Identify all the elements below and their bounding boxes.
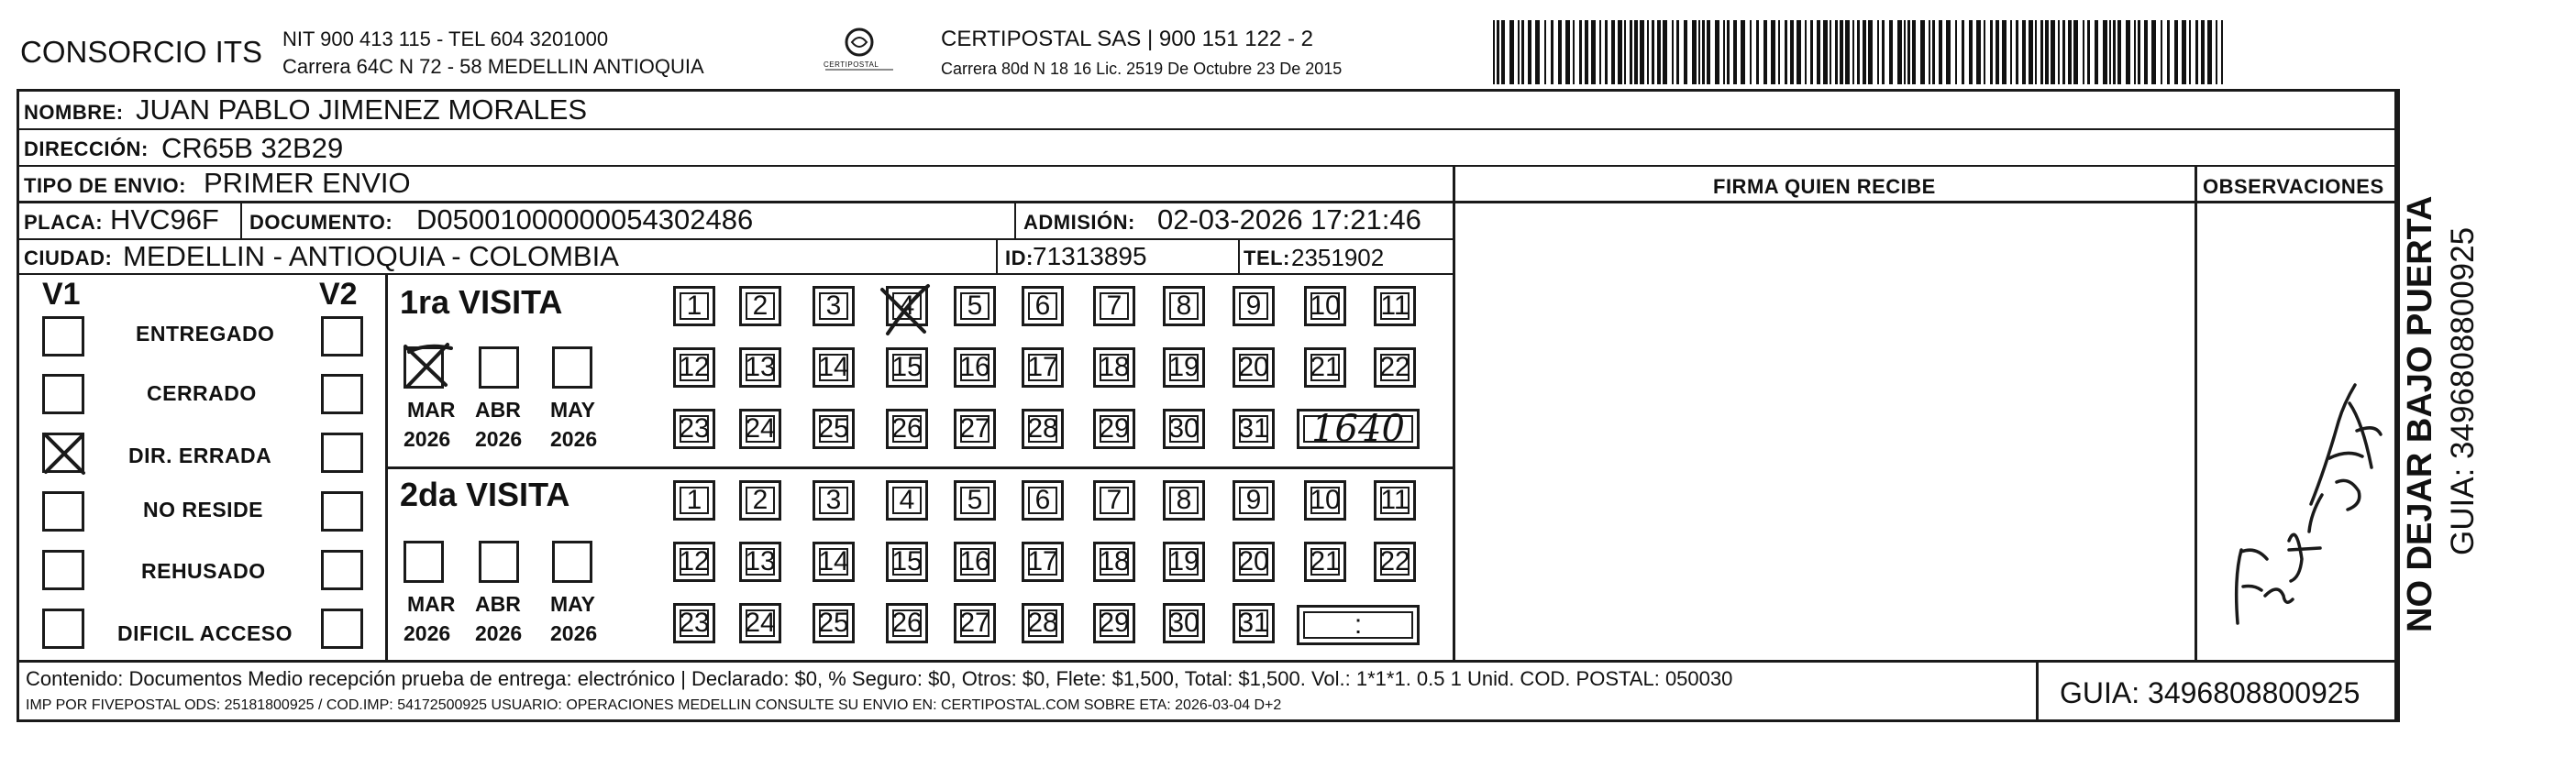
- carrier-address: Carrera 80d N 18 16 Lic. 2519 De Octubre 23 De 2015: [941, 60, 1343, 78]
- barcode-bar: [1630, 20, 1632, 84]
- second-visit-year-mar: 2026: [404, 621, 451, 645]
- barcode-bar: [2144, 20, 2148, 84]
- barcode-bar: [2201, 20, 2205, 84]
- first-visit-day-27[interactable]: 27: [954, 409, 996, 449]
- barcode-bar: [1647, 20, 1649, 84]
- first-visit-day-29[interactable]: 29: [1093, 409, 1135, 449]
- barcode-bar: [1817, 20, 1820, 84]
- first-visit-day-21[interactable]: 21: [1304, 347, 1346, 388]
- first-visit-month-label-abr: ABR: [475, 398, 521, 422]
- barcode-bar: [1830, 20, 1831, 84]
- barcode-bar: [2016, 20, 2018, 84]
- placa-value: HVC96F: [110, 203, 219, 236]
- barcode-bar: [1652, 20, 1654, 84]
- first-visit-year-abr: 2026: [475, 427, 523, 451]
- barcode-bar: [1707, 20, 1710, 84]
- second-visit-day-3[interactable]: 3: [813, 480, 855, 521]
- barcode-bar: [1976, 20, 1981, 84]
- barcode-bar: [1946, 20, 1951, 84]
- barcode-bar: [1535, 20, 1540, 84]
- first-visit-day-3[interactable]: 3: [813, 286, 855, 326]
- barcode-bar: [1618, 20, 1622, 84]
- second-visit-time-box[interactable]: [1297, 605, 1420, 645]
- first-visit-day-9[interactable]: 9: [1233, 286, 1275, 326]
- status-entregado: ENTREGADO: [136, 322, 275, 346]
- barcode-bar: [1565, 20, 1570, 84]
- second-visit-day-25[interactable]: 25: [813, 603, 855, 643]
- status-cerrado: CERRADO: [147, 381, 257, 405]
- second-visit-day-31[interactable]: 31: [1233, 603, 1275, 643]
- barcode-bar: [1904, 20, 1906, 84]
- admision-value: 02-03-2026 17:21:46: [1157, 203, 1421, 236]
- barcode-bar: [2167, 20, 2170, 84]
- second-visit-day-30[interactable]: 30: [1163, 603, 1205, 643]
- second-visit-day-21[interactable]: 21: [1304, 542, 1346, 582]
- barcode-bar: [1624, 20, 1626, 84]
- barcode-bar: [1579, 20, 1582, 84]
- v1-cerrado-checkbox[interactable]: [42, 374, 84, 414]
- barcode-bar: [1585, 20, 1588, 84]
- barcode-bar: [1544, 20, 1546, 84]
- barcode-bar: [1698, 20, 1700, 84]
- barcode-bar: [2216, 20, 2217, 84]
- second-visit-day-6[interactable]: 6: [1022, 480, 1064, 521]
- barcode-bar: [1771, 20, 1775, 84]
- second-visit-month-may-checkbox[interactable]: [552, 541, 592, 583]
- barcode-bar: [1611, 20, 1615, 84]
- first-visit-month-check-mark: [400, 339, 453, 392]
- first-visit-time-value: 1640: [1311, 408, 1405, 450]
- barcode-bar: [1863, 20, 1866, 84]
- barcode-bar: [2010, 20, 2012, 84]
- barcode: [1493, 20, 2223, 84]
- v2-entregado-checkbox[interactable]: [321, 316, 363, 357]
- second-visit-day-1[interactable]: 1: [673, 480, 715, 521]
- id-label: ID:: [1005, 247, 1034, 269]
- first-visit-day-17[interactable]: 17: [1022, 347, 1064, 388]
- second-visit-day-9[interactable]: 9: [1233, 480, 1275, 521]
- barcode-bar: [1756, 20, 1759, 84]
- second-visit-day-11[interactable]: 11: [1374, 480, 1416, 521]
- barcode-bar: [1518, 20, 1520, 84]
- second-visit-day-26[interactable]: 26: [886, 603, 928, 643]
- first-visit-day-4[interactable]: 4: [886, 286, 928, 326]
- firma-label: FIRMA QUIEN RECIBE: [1713, 175, 1936, 198]
- barcode-bar: [1852, 20, 1854, 84]
- second-visit-day-16[interactable]: 16: [954, 542, 996, 582]
- first-visit-day-28[interactable]: 28: [1022, 409, 1064, 449]
- second-visit-day-14[interactable]: 14: [813, 542, 855, 582]
- barcode-bar: [1990, 20, 1993, 84]
- first-visit-day-14[interactable]: 14: [813, 347, 855, 388]
- certipostal-logo: [818, 24, 901, 81]
- barcode-bar: [1845, 20, 1850, 84]
- second-visit-day-13[interactable]: 13: [739, 542, 781, 582]
- footer-guia: GUIA: 3496808800925: [2060, 676, 2360, 709]
- barcode-bar: [1509, 20, 1514, 84]
- barcode-bar: [1955, 20, 1957, 84]
- first-visit-year-mar: 2026: [404, 427, 451, 451]
- barcode-bar: [1932, 20, 1935, 84]
- barcode-bar: [1741, 20, 1745, 84]
- barcode-bar: [1501, 20, 1505, 84]
- tipo-envio-label: TIPO DE ENVIO:: [24, 174, 186, 197]
- barcode-bar: [1657, 20, 1661, 84]
- barcode-bar: [1920, 20, 1925, 84]
- barcode-bar: [2109, 20, 2111, 84]
- first-visit-day-11[interactable]: 11: [1374, 286, 1416, 326]
- company-nit: NIT 900 413 115 - TEL 604 3201000: [282, 27, 609, 50]
- barcode-bar: [1823, 20, 1828, 84]
- id-value: 71313895: [1033, 242, 1147, 270]
- barcode-bar: [1558, 20, 1562, 84]
- placa-label: PLACA:: [24, 211, 104, 234]
- barcode-bar: [2161, 20, 2162, 84]
- v2-rehusado-checkbox[interactable]: [321, 550, 363, 590]
- v2-no-reside-checkbox[interactable]: [321, 491, 363, 532]
- barcode-bar: [1599, 20, 1601, 84]
- barcode-bar: [2022, 20, 2026, 84]
- company-address: Carrera 64C N 72 - 58 MEDELLIN ANTIOQUIA: [282, 55, 704, 78]
- barcode-bar: [1634, 20, 1638, 84]
- barcode-bar: [1733, 20, 1737, 84]
- direccion-label: DIRECCIÓN:: [24, 137, 149, 160]
- second-visit-day-12[interactable]: 12: [673, 542, 715, 582]
- barcode-bar: [2083, 20, 2084, 84]
- footer-contenido: Contenido: Documentos Medio recepción prueba de entrega: electrónico | Declarado: $0, % Seguro: $0, Otros: $0, Flete: $1,500, Total: $1,500. Vol.: 1*1*1. 0.5 1 Unid. COD. POSTAL: 050030: [26, 667, 1733, 690]
- barcode-bar: [1573, 20, 1575, 84]
- first-visit-day-31[interactable]: 31: [1233, 409, 1275, 449]
- barcode-bar: [1912, 20, 1916, 84]
- status-dificil-acceso: DIFICIL ACCESO: [117, 621, 293, 645]
- first-visit-day-10[interactable]: 10: [1304, 286, 1346, 326]
- barcode-bar: [1840, 20, 1843, 84]
- barcode-bar: [1497, 20, 1499, 84]
- barcode-bar: [2182, 20, 2186, 84]
- barcode-bar: [2045, 20, 2049, 84]
- barcode-bar: [2095, 20, 2098, 84]
- first-visit-day-6[interactable]: 6: [1022, 286, 1064, 326]
- first-visit-day-8[interactable]: 8: [1163, 286, 1205, 326]
- barcode-bar: [1493, 20, 1495, 84]
- nombre-value: JUAN PABLO JIMENEZ MORALES: [136, 93, 588, 126]
- barcode-bar: [1723, 20, 1725, 84]
- barcode-bar: [1715, 20, 1719, 84]
- second-visit-day-8[interactable]: 8: [1163, 480, 1205, 521]
- barcode-bar: [1692, 20, 1697, 84]
- second-visit-day-2[interactable]: 2: [739, 480, 781, 521]
- barcode-bar: [2051, 20, 2055, 84]
- second-visit-month-label-mar: MAR: [407, 592, 456, 616]
- first-visit-month-label-mar: MAR: [407, 398, 456, 422]
- second-visit-month-label-abr: ABR: [475, 592, 521, 616]
- observation-handwriting: [2201, 321, 2384, 632]
- barcode-bar: [1605, 20, 1608, 84]
- barcode-bar: [2087, 20, 2090, 84]
- first-visit-day-25[interactable]: 25: [813, 409, 855, 449]
- barcode-bar: [1797, 20, 1801, 84]
- second-visit-month-mar-checkbox[interactable]: [404, 541, 444, 583]
- second-visit-time-value: :: [1354, 609, 1363, 640]
- v2-dir-errada-checkbox[interactable]: [321, 433, 363, 473]
- barcode-bar: [1939, 20, 1942, 84]
- barcode-bar: [1835, 20, 1838, 84]
- status-no-reside: NO RESIDE: [143, 498, 264, 521]
- second-visit-month-abr-checkbox[interactable]: [479, 541, 519, 583]
- v1-no-reside-checkbox[interactable]: [42, 491, 84, 532]
- first-visit-day-30[interactable]: 30: [1163, 409, 1205, 449]
- barcode-bar: [1969, 20, 1973, 84]
- second-visit-day-10[interactable]: 10: [1304, 480, 1346, 521]
- admision-label: ADMISIÓN:: [1023, 211, 1135, 234]
- v1-rehusado-checkbox[interactable]: [42, 550, 84, 590]
- barcode-bar: [2062, 20, 2065, 84]
- first-visit-day-26[interactable]: 26: [886, 409, 928, 449]
- documento-label: DOCUMENTO:: [249, 211, 393, 234]
- second-visit-month-label-may: MAY: [550, 592, 595, 616]
- side-guia: GUIA: 3496808800925: [2445, 226, 2481, 555]
- first-visit-month-abr-checkbox[interactable]: [479, 346, 519, 389]
- documento-value: D05001000000054302486: [416, 203, 754, 236]
- first-visit-day-22[interactable]: 22: [1374, 347, 1416, 388]
- barcode-bar: [1857, 20, 1860, 84]
- barcode-bar: [2195, 20, 2198, 84]
- tel-label: TEL:: [1244, 247, 1290, 269]
- barcode-bar: [1684, 20, 1687, 84]
- first-visit-day-15[interactable]: 15: [886, 347, 928, 388]
- nombre-label: NOMBRE:: [24, 101, 124, 124]
- barcode-bar: [2174, 20, 2178, 84]
- first-visit-day-7[interactable]: 7: [1093, 286, 1135, 326]
- barcode-bar: [2221, 20, 2223, 84]
- barcode-bar: [2103, 20, 2107, 84]
- second-visit-day-29[interactable]: 29: [1093, 603, 1135, 643]
- barcode-bar: [1763, 20, 1767, 84]
- second-visit-day-15[interactable]: 15: [886, 542, 928, 582]
- first-visit-month-label-may: MAY: [550, 398, 595, 422]
- barcode-bar: [1702, 20, 1705, 84]
- second-visit-day-23[interactable]: 23: [673, 603, 715, 643]
- barcode-bar: [1897, 20, 1902, 84]
- barcode-bar: [1591, 20, 1596, 84]
- second-visit-day-4[interactable]: 4: [886, 480, 928, 521]
- barcode-bar: [1877, 20, 1879, 84]
- observaciones-label: OBSERVACIONES: [2203, 175, 2384, 198]
- barcode-bar: [1790, 20, 1794, 84]
- first-visit-title: 1ra VISITA: [400, 283, 563, 321]
- first-visit-day-18[interactable]: 18: [1093, 347, 1135, 388]
- barcode-bar: [1727, 20, 1730, 84]
- v2-label: V2: [319, 277, 358, 312]
- barcode-bar: [2126, 20, 2130, 84]
- barcode-bar: [1528, 20, 1531, 84]
- first-visit-time-box[interactable]: [1297, 409, 1420, 449]
- side-warning: NO DEJAR BAJO PUERTA: [2401, 195, 2439, 632]
- barcode-bar: [2068, 20, 2072, 84]
- second-visit-day-20[interactable]: 20: [1233, 542, 1275, 582]
- first-visit-day-12[interactable]: 12: [673, 347, 715, 388]
- ciudad-label: CIUDAD:: [24, 247, 113, 269]
- barcode-bar: [1984, 20, 1985, 84]
- barcode-bar: [1882, 20, 1885, 84]
- first-visit-day-24[interactable]: 24: [739, 409, 781, 449]
- barcode-bar: [2002, 20, 2007, 84]
- v2-cerrado-checkbox[interactable]: [321, 374, 363, 414]
- second-visit-day-28[interactable]: 28: [1022, 603, 1064, 643]
- status-rehusado: REHUSADO: [141, 559, 266, 583]
- v1-label: V1: [42, 277, 81, 312]
- v1-entregado-checkbox[interactable]: [42, 316, 84, 357]
- ciudad-value: MEDELLIN - ANTIOQUIA - COLOMBIA: [123, 240, 619, 272]
- barcode-bar: [1778, 20, 1780, 84]
- second-visit-day-17[interactable]: 17: [1022, 542, 1064, 582]
- status-dir-errada: DIR. ERRADA: [128, 444, 272, 467]
- barcode-bar: [1907, 20, 1910, 84]
- logo-text: CERTIPOSTAL: [824, 60, 879, 69]
- first-visit-day-16[interactable]: 16: [954, 347, 996, 388]
- barcode-bar: [1785, 20, 1787, 84]
- barcode-bar: [2189, 20, 2191, 84]
- second-visit-year-abr: 2026: [475, 621, 523, 645]
- first-visit-year-may: 2026: [550, 427, 598, 451]
- v1-dir-errada-check-mark: [40, 431, 88, 477]
- barcode-bar: [2151, 20, 2156, 84]
- first-visit-day-23[interactable]: 23: [673, 409, 715, 449]
- second-visit-day-19[interactable]: 19: [1163, 542, 1205, 582]
- second-visit-day-18[interactable]: 18: [1093, 542, 1135, 582]
- first-visit-day-1[interactable]: 1: [673, 286, 715, 326]
- v2-dificil-acceso-checkbox[interactable]: [321, 609, 363, 649]
- barcode-bar: [1996, 20, 1999, 84]
- second-visit-day-7[interactable]: 7: [1093, 480, 1135, 521]
- barcode-bar: [1810, 20, 1813, 84]
- first-visit-day-20[interactable]: 20: [1233, 347, 1275, 388]
- second-visit-day-27[interactable]: 27: [954, 603, 996, 643]
- second-visit-day-5[interactable]: 5: [954, 480, 996, 521]
- barcode-bar: [1551, 20, 1553, 84]
- barcode-bar: [1962, 20, 1964, 84]
- barcode-bar: [1868, 20, 1873, 84]
- carrier-name: CERTIPOSTAL SAS | 900 151 122 - 2: [941, 27, 1313, 51]
- first-visit-month-may-checkbox[interactable]: [552, 346, 592, 389]
- barcode-bar: [1805, 20, 1807, 84]
- first-visit-day-2[interactable]: 2: [739, 286, 781, 326]
- barcode-bar: [1672, 20, 1674, 84]
- barcode-bar: [2029, 20, 2033, 84]
- footer-imp: IMP POR FIVEPOSTAL ODS: 25181800925 / COD.IMP: 54172500925 USUARIO: OPERACIONES MEDELLIN CONSULTE SU ENVIO EN: CERTIPOSTAL.COM SOBRE ETA: 2026-03-04 D+2: [26, 697, 1282, 713]
- barcode-bar: [1889, 20, 1893, 84]
- first-visit-day-check-mark: [875, 280, 937, 339]
- barcode-bar: [2207, 20, 2212, 84]
- barcode-bar: [2073, 20, 2078, 84]
- barcode-bar: [2035, 20, 2037, 84]
- barcode-bar: [2138, 20, 2140, 84]
- second-visit-title: 2da VISITA: [400, 476, 570, 513]
- barcode-bar: [1521, 20, 1524, 84]
- barcode-bar: [1929, 20, 1930, 84]
- first-visit-day-5[interactable]: 5: [954, 286, 996, 326]
- v1-dificil-acceso-checkbox[interactable]: [42, 609, 84, 649]
- first-visit-day-13[interactable]: 13: [739, 347, 781, 388]
- barcode-bar: [1663, 20, 1667, 84]
- barcode-bar: [2040, 20, 2043, 84]
- barcode-bar: [2058, 20, 2060, 84]
- first-visit-day-19[interactable]: 19: [1163, 347, 1205, 388]
- company-name: CONSORCIO ITS: [20, 35, 263, 69]
- barcode-bar: [2134, 20, 2136, 84]
- barcode-bar: [2117, 20, 2121, 84]
- barcode-bar: [1640, 20, 1644, 84]
- barcode-bar: [1676, 20, 1679, 84]
- direccion-value: CR65B 32B29: [161, 132, 344, 164]
- barcode-bar: [2113, 20, 2116, 84]
- tipo-envio-value: PRIMER ENVIO: [204, 167, 411, 199]
- second-visit-day-22[interactable]: 22: [1374, 542, 1416, 582]
- second-visit-day-24[interactable]: 24: [739, 603, 781, 643]
- second-visit-year-may: 2026: [550, 621, 598, 645]
- barcode-bar: [1750, 20, 1752, 84]
- tel-value: 2351902: [1291, 244, 1385, 271]
